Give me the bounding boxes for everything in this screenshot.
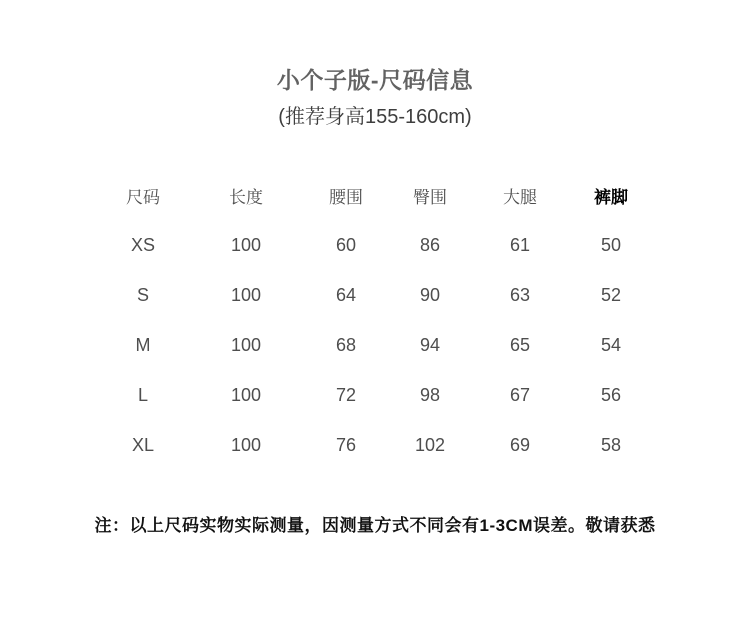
page-subtitle: (推荐身高155-160cm) xyxy=(278,106,472,128)
size-label-cell: M xyxy=(135,334,151,355)
measurement-cell: 67 xyxy=(509,384,531,405)
measurement-cell: 52 xyxy=(600,284,622,305)
measurement-cell: 50 xyxy=(600,234,622,255)
column-header: 长度 xyxy=(229,187,263,207)
measurement-cell: 63 xyxy=(509,284,531,305)
table-row xyxy=(97,320,653,370)
size-table xyxy=(97,170,653,470)
measurement-cell: 100 xyxy=(230,434,262,455)
table-row xyxy=(97,370,653,420)
table-body xyxy=(97,220,653,470)
table-row xyxy=(97,220,653,270)
measurement-cell: 100 xyxy=(230,384,262,405)
measurement-cell: 72 xyxy=(335,384,357,405)
column-header: 大腿 xyxy=(503,187,537,207)
measurement-cell: 68 xyxy=(335,334,357,355)
table-header-row xyxy=(97,170,653,220)
column-header: 臀围 xyxy=(413,187,447,207)
size-label-cell: XL xyxy=(131,434,155,455)
size-label-cell: S xyxy=(136,284,149,305)
measurement-cell: 100 xyxy=(230,284,262,305)
size-label-cell: L xyxy=(137,384,148,405)
measurement-cell: 54 xyxy=(600,334,622,355)
measurement-cell: 86 xyxy=(419,234,441,255)
table-row xyxy=(97,270,653,320)
measurement-cell: 58 xyxy=(600,434,622,455)
measurement-note: 注：以上尺码实物实际测量，因测量方式不同会有1-3CM误差。敬请获悉 xyxy=(94,516,656,535)
measurement-cell: 98 xyxy=(419,384,441,405)
column-header: 裤脚 xyxy=(594,187,628,207)
column-header: 尺码 xyxy=(126,187,160,207)
measurement-cell: 90 xyxy=(419,284,441,305)
column-header: 腰围 xyxy=(329,187,363,207)
measurement-cell: 100 xyxy=(230,234,262,255)
measurement-cell: 76 xyxy=(335,434,357,455)
page-title: 小个子版-尺码信息 xyxy=(276,67,474,93)
measurement-cell: 102 xyxy=(414,434,446,455)
measurement-cell: 69 xyxy=(509,434,531,455)
size-label-cell: XS xyxy=(130,234,155,255)
measurement-cell: 60 xyxy=(335,234,357,255)
measurement-cell: 94 xyxy=(419,334,441,355)
measurement-cell: 100 xyxy=(230,334,262,355)
measurement-cell: 61 xyxy=(509,234,531,255)
table-row xyxy=(97,420,653,470)
measurement-cell: 56 xyxy=(600,384,622,405)
measurement-cell: 65 xyxy=(509,334,531,355)
measurement-cell: 64 xyxy=(335,284,357,305)
